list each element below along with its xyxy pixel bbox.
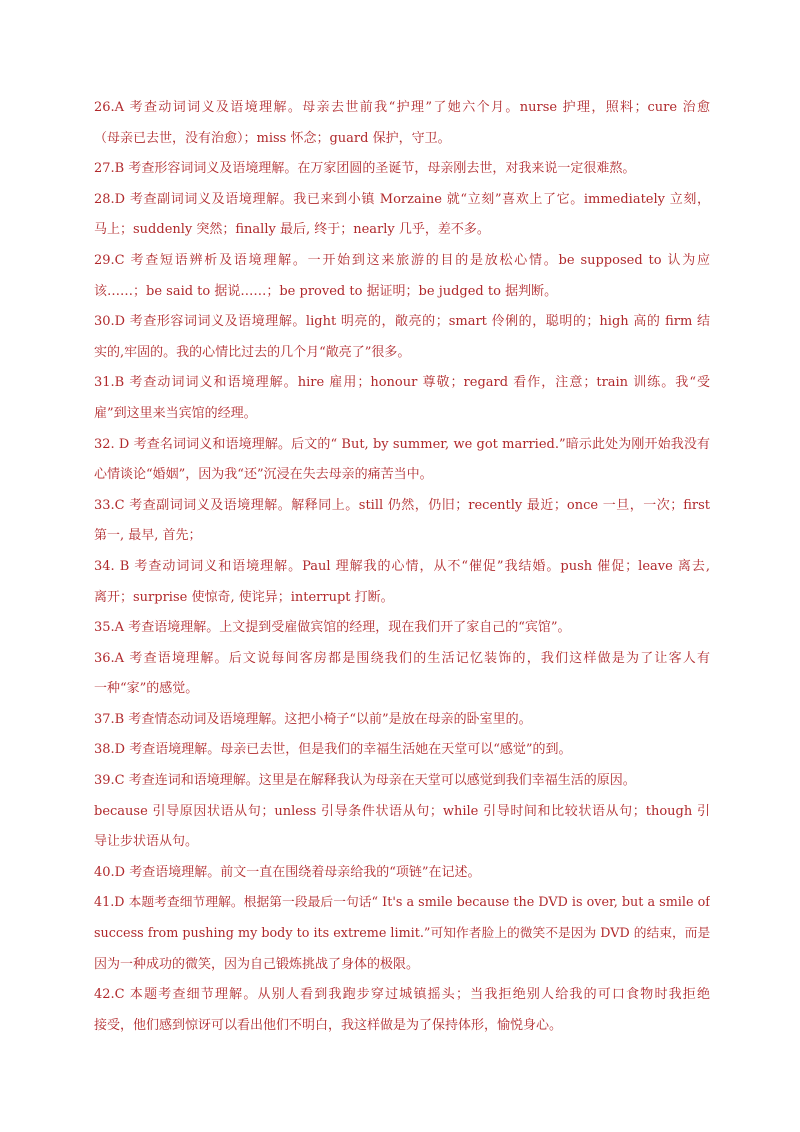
- answer-32-line-2: 心情谈论“婚姻”，因为我“还”沉浸在失去母亲的痛苦当中。: [94, 467, 433, 483]
- answer-38-line-1: 38.D 考查语境理解。母亲已去世，但是我们的幸福生活她在天堂可以“感觉”的到。: [94, 742, 572, 758]
- answer-41-line-2: success from pushing my body to its extreme limit.”可知作者脸上的微笑不是因为 DVD 的结束，而是: [94, 926, 710, 942]
- answer-30-line-2: 实的,牢固的。我的心情比过去的几个月“敞亮了”很多。: [94, 344, 411, 360]
- answer-42: [94, 980, 710, 1041]
- answer-34: [94, 552, 710, 613]
- answer-39: [94, 766, 710, 858]
- answer-41-line-3: 因为一种成功的微笑，因为自己锻炼挑战了身体的极限。: [94, 956, 420, 972]
- answer-38: [94, 735, 710, 766]
- answer-26-line-2: （母亲已去世，没有治愈）；miss 怀念；guard 保护，守卫。: [94, 130, 451, 146]
- answer-28: [94, 185, 710, 246]
- answer-35-line-1: 35.A 考查语境理解。上文提到受雇做宾馆的经理，现在我们开了家自己的“宾馆”。: [94, 620, 571, 636]
- answer-37-line-1: 37.B 考查情态动词及语境理解。这把小椅子“以前”是放在母亲的卧室里的。: [94, 711, 532, 727]
- answer-28-line-1: 28.D 考查副词词义及语境理解。我已来到小镇 Morzaine 就“立刻”喜欢上了它。immediately 立刻，: [94, 191, 710, 207]
- answer-31: [94, 368, 710, 429]
- answer-34-line-2: 离开；surprise 使惊奇, 使诧异；interrupt 打断。: [94, 589, 394, 605]
- answer-27-line-1: 27.B 考查形容词词义及语境理解。在万家团圆的圣诞节，母亲刚去世，对我来说一定很难熬。: [94, 161, 636, 177]
- answer-30-line-1: 30.D 考查形容词词义及语境理解。light 明亮的，敞亮的；smart 伶俐的，聪明的；high 高的 firm 结: [94, 314, 710, 330]
- answer-31-line-2: 雇”到这里来当宾馆的经理。: [94, 405, 257, 421]
- answer-33-line-1: 33.C 考查副词词义及语境理解。解释同上。still 仍然，仍旧；recently 最近；once 一旦，一次；first: [94, 497, 710, 513]
- answer-29: [94, 246, 710, 307]
- answer-37: [94, 705, 710, 736]
- answer-30: [94, 307, 710, 368]
- answer-31-line-1: 31.B 考查动词词义和语境理解。hire 雇用；honour 尊敬；regard 看作，注意；train 训练。我“受: [94, 375, 710, 391]
- answer-39-line-3: 导让步状语从句。: [94, 834, 199, 850]
- answer-36: [94, 644, 710, 705]
- answer-34-line-1: 34. B 考查动词词义和语境理解。Paul 理解我的心情，从不“催促”我结婚。push 催促；leave 离去,: [94, 558, 710, 574]
- answer-40-line-1: 40.D 考查语境理解。前文一直在围绕着母亲给我的“项链”在记述。: [94, 864, 481, 880]
- answer-26: [94, 93, 710, 154]
- answer-29-line-1: 29.C 考查短语辨析及语境理解。一开始到这来旅游的目的是放松心情。be supposed to 认为应: [94, 252, 710, 268]
- answer-39-line-1: 39.C 考查连词和语境理解。这里是在解释我认为母亲在天堂可以感觉到我们幸福生活的原因。: [94, 773, 636, 789]
- answer-40: [94, 858, 710, 889]
- answer-33: [94, 491, 710, 552]
- answer-41-line-1: 41.D 本题考查细节理解。根据第一段最后一句话“ It's a smile because the DVD is over, but a smile of: [94, 895, 710, 911]
- answer-29-line-2: 该……；be said to 据说……；be proved to 据证明；be judged to 据判断。: [94, 283, 558, 299]
- answer-32: [94, 430, 710, 491]
- answer-explanations: [94, 93, 710, 1041]
- answer-33-line-2: 第一, 最早, 首先；: [94, 528, 202, 544]
- answer-28-line-2: 马上；suddenly 突然；finally 最后, 终于；nearly 几乎，差不多。: [94, 222, 490, 238]
- answer-36-line-1: 36.A 考查语境理解。后文说每间客房都是围绕我们的生活记忆装饰的，我们这样做是为了让客人有: [94, 650, 710, 666]
- answer-41: [94, 888, 710, 980]
- answer-36-line-2: 一种“家”的感觉。: [94, 681, 199, 697]
- answer-42-line-2: 接受，他们感到惊讶可以看出他们不明白，我这样做是为了保持体形，愉悦身心。: [94, 1017, 563, 1033]
- answer-39-line-2: because 引导原因状语从句；unless 引导条件状语从句；while 引导时间和比较状语从句；though 引: [94, 803, 710, 819]
- answer-32-line-1: 32. D 考查名词词义和语境理解。后文的“ But, by summer, we got married.”暗示此处为刚开始我没有: [94, 436, 710, 452]
- answer-42-line-1: 42.C 本题考查细节理解。从别人看到我跑步穿过城镇摇头；当我拒绝别人给我的可口食物时我拒绝: [94, 987, 710, 1003]
- answer-35: [94, 613, 710, 644]
- answer-26-line-1: 26.A 考查动词词义及语境理解。母亲去世前我“护理”了她六个月。nurse 护理，照料；cure 治愈: [94, 100, 710, 115]
- answer-27: [94, 154, 710, 185]
